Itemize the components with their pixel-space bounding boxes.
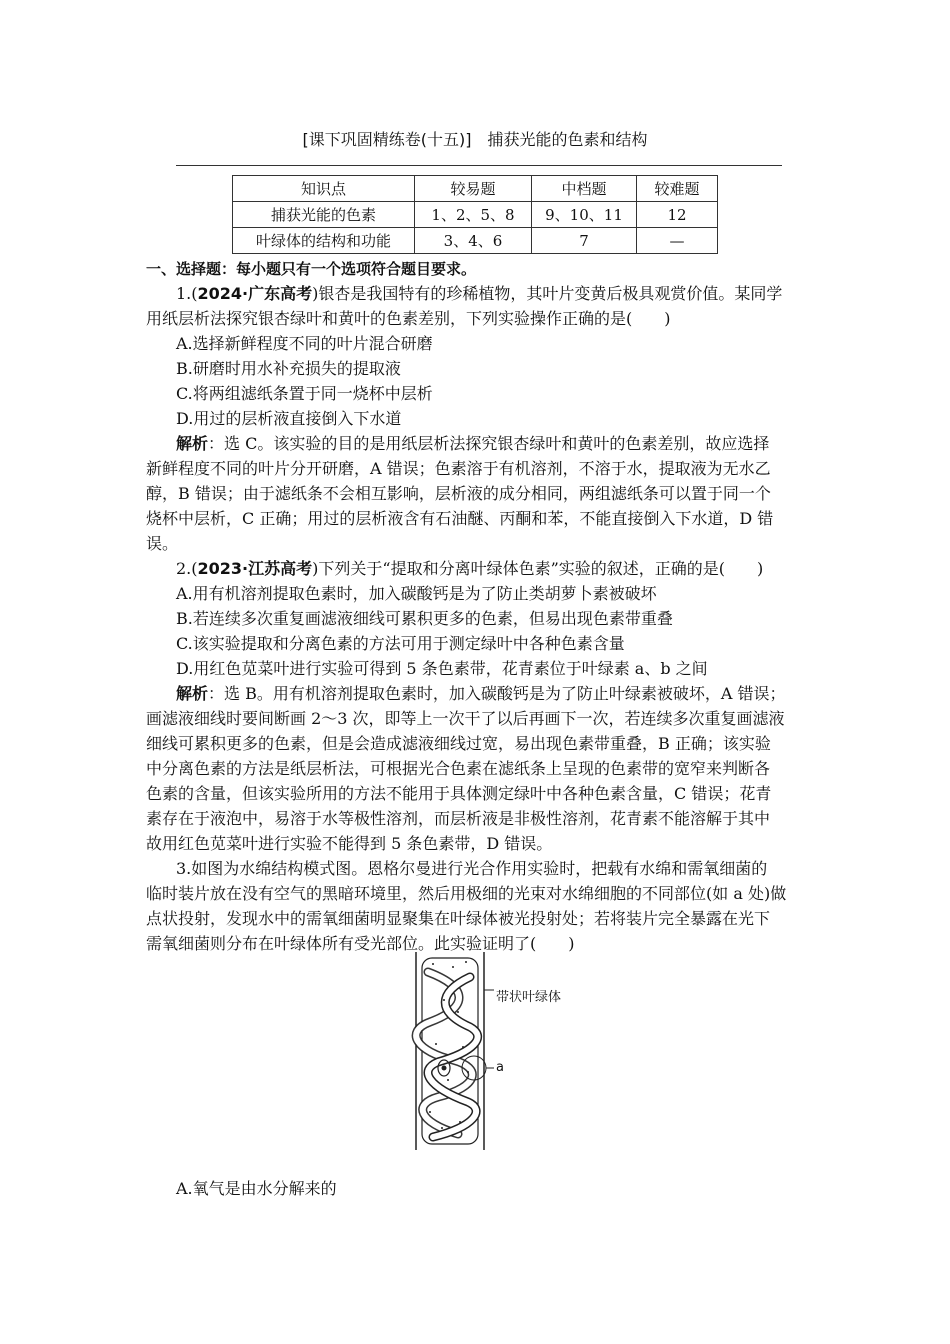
q1-stem-line: 用纸层析法探究银杏绿叶和黄叶的色素差别，下列实验操作正确的是( ): [146, 309, 671, 328]
table-row: [233, 202, 718, 228]
q3-stem-line: 3.如图为水绵结构模式图。恩格尔曼进行光合作用实验时，把载有水绵和需氧细菌的: [176, 859, 768, 878]
q1-answer-label: 解析: [176, 434, 209, 453]
q2-answer-line: [176, 681, 814, 706]
q2-option-b: B.若连续多次重复画滤液细线可累积更多的色素，但易出现色素带重叠: [176, 609, 673, 628]
q2-answer-line: 故用红色苋菜叶进行实验不能得到 5 条色素带，D 错误。: [146, 834, 553, 853]
q1-number: 1.(: [176, 284, 198, 303]
section-heading: 一、选择题：每小题只有一个选项符合题目要求。: [146, 260, 477, 278]
q3-stem-line: 临时装片放在没有空气的黑暗环境里，然后用极细的光束对水绵细胞的不同部位(如 a 处)做: [146, 884, 787, 903]
table-cell: 1、2、5、8: [415, 202, 532, 228]
q2-answer-line: 色素的含量，但该实验所用的方法不能用于具体测定绿叶中各种色素含量，C 错误；花青: [146, 784, 772, 803]
q1-option-a: A.选择新鲜程度不同的叶片混合研磨: [176, 334, 433, 353]
q1-answer-line: 新鲜程度不同的叶片分开研磨，A 错误；色素溶于有机溶剂，不溶于水，提取液为无水乙: [146, 459, 771, 478]
q2-answer-label: 解析: [176, 684, 209, 703]
figure-label-a: a: [496, 1060, 504, 1075]
table-cell: 9、10、11: [532, 202, 637, 228]
q3-option-a: A.氧气是由水分解来的: [176, 1179, 337, 1198]
q3-stem-line: 点状投射，发现水中的需氧细菌明显聚集在叶绿体被光投射处；若将装片完全暴露在光下: [146, 909, 771, 928]
q1-answer-line: 误。: [146, 534, 179, 553]
table-cell: 捕获光能的色素: [233, 202, 415, 228]
q1-option-d: D.用过的层析液直接倒入下水道: [176, 409, 402, 428]
title-divider: [176, 165, 782, 166]
q2-answer-line: 素存在于液泡中，易溶于水等极性溶剂，而层析液是非极性溶剂，花青素不能溶解于其中: [146, 809, 771, 828]
q1-source: 2024·广东高考: [197, 284, 313, 303]
q2-answer-line: 细线可累积更多的色素，但是会造成滤液细线过宽，易出现色素带重叠，B 正确；该实验: [146, 734, 771, 753]
table-cell: 3、4、6: [415, 228, 532, 254]
q2-option-d: D.用红色苋菜叶进行实验可得到 5 条色素带，花青素位于叶绿素 a、b 之间: [176, 659, 708, 678]
table-cell: —: [637, 228, 718, 254]
table-header-cell: 较难题: [637, 176, 718, 202]
knowledge-table: [232, 175, 718, 254]
q1-option-c: C.将两组滤纸条置于同一烧杯中层析: [176, 384, 433, 403]
table-cell: 12: [637, 202, 718, 228]
q1-option-b: B.研磨时用水补充损失的提取液: [176, 359, 401, 378]
spirogyra-figure: [408, 952, 588, 1152]
table-header-row: [233, 176, 718, 202]
table-cell: 7: [532, 228, 637, 254]
q2-answer-line: 中分离色素的方法是纸层析法，可根据光合色素在滤纸条上呈现的色素带的宽窄来判断各: [146, 759, 771, 778]
q2-option-a: A.用有机溶剂提取色素时，加入碳酸钙是为了防止类胡萝卜素被破坏: [176, 584, 657, 603]
q2-stem-line: [176, 556, 844, 581]
q1-stem: )银杏是我国特有的珍稀植物，其叶片变黄后极具观赏价值。某同学: [312, 284, 783, 303]
q2-stem: )下列关于“提取和分离叶绿体色素”实验的叙述，正确的是( ): [312, 559, 764, 578]
table-header-cell: 知识点: [233, 176, 415, 202]
q1-answer-line: 烧杯中层析，C 正确；用过的层析液含有石油醚、丙酮和苯，不能直接倒入下水道，D 错: [146, 509, 774, 528]
q3-stem-line: 需氧细菌则分布在叶绿体所有受光部位。此实验证明了( ): [146, 934, 575, 953]
q2-source: 2023·江苏高考: [197, 559, 313, 578]
q2-number: 2.(: [176, 559, 198, 578]
q2-answer-text: ：选 B。用有机溶剂提取色素时，加入碳酸钙是为了防止叶绿素被破坏，A 错误；: [208, 684, 786, 703]
table-header-cell: 较易题: [415, 176, 532, 202]
q1-answer-text: ：选 C。该实验的目的是用纸层析法探究银杏绿叶和黄叶的色素差别，故应选择: [208, 434, 770, 453]
q1-stem-line: [176, 281, 814, 306]
page-title: [课下巩固精练卷(十五)] 捕获光能的色素和结构: [302, 130, 648, 149]
table-row: [233, 228, 718, 254]
q2-answer-line: 画滤液细线时要间断画 2～3 次，即等上一次干了以后再画下一次，若连续多次重复画滤液: [146, 709, 785, 728]
q1-answer-line: [176, 431, 814, 456]
q1-answer-line: 醇，B 错误；由于滤纸条不会相互影响，层析液的成分相同，两组滤纸条可以置于同一个: [146, 484, 771, 503]
figure-label-chloroplast: 带状叶绿体: [496, 990, 562, 1005]
table-header-cell: 中档题: [532, 176, 637, 202]
table-cell: 叶绿体的结构和功能: [233, 228, 415, 254]
q2-option-c: C.该实验提取和分离色素的方法可用于测定绿叶中各种色素含量: [176, 634, 625, 653]
